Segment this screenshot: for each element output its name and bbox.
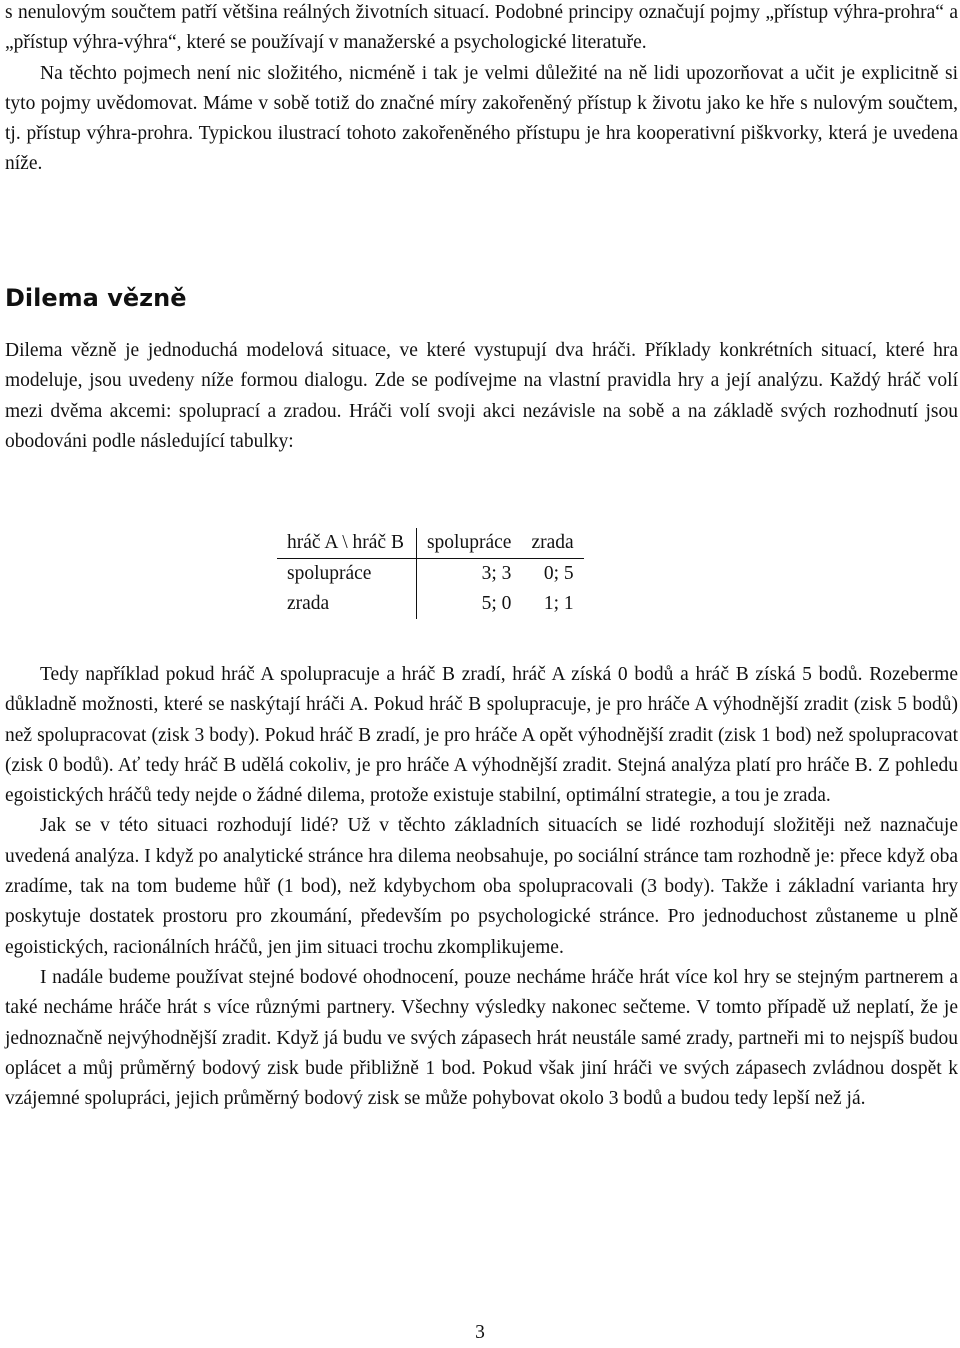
table-cell: 3; 3 (481, 563, 512, 584)
table-row (277, 559, 584, 590)
section-intro (5, 336, 958, 457)
table-row (277, 589, 584, 619)
section-heading: Dilema vězně (5, 284, 187, 312)
intro-paragraph-1: s nenulovým součtem patří většina reálných životních situací. Podobné principy označují pojmy „přístup výhra-prohra“ a „přístup výhra-výhra“, které se používají v manažerské a psychologické literatuře. (5, 2, 958, 54)
payoff-table (277, 528, 584, 619)
intro-paragraph-2: Na těchto pojmech není nic složitého, nicméně i tak je velmi důležité na ně lidi upozorňovat a učit je explicitně si tyto pojmy uvědomovat. Máme v sobě totiž do značné míry zakořeněný přístup k životu jako ke hře s nulovým součtem, tj. přístup výhra-prohra. Typickou ilustrací tohoto zakořeněného přístupu je hra kooperativní piškvorky, která je uvedena níže. (5, 62, 958, 175)
row-label-cooperate: spolupráce (277, 559, 416, 590)
body-paragraph-1: Tedy například pokud hráč A spolupracuje a hráč B zradí, hráč A získá 0 bodů a hráč B získá 5 bodů. Rozeberme důkladně možnosti, které se naskýtají hráči A. Pokud hráč B spolupracuje, je pro hráče A výhodnější zradit (zisk 5 bodů) než spolupracovat (zisk 3 body). Pokud hráč B zradí, je pro hráče A opět výhodnější zradit (zisk 1 bod) než spolupracovat (zisk 0 bodů). Ať tedy hráč B udělá cokoliv, je pro hráče A výhodnější zradit. Stejná analýza platí pro hráče B. Z pohledu egoistických hráčů tedy nejde o žádné dilema, protože existuje stabilní, optimální strategie, a tou je zrada. (5, 664, 958, 807)
body-paragraph-2: Jak se v této situaci rozhodují lidé? Už v těchto základních situacích se lidé rozhodují složitěji než naznačuje uvedená analýza. I když po analytické stránce hra dilema neobsahuje, po sociální stránce tam rozhodně je: přece když oba zradíme, tak na tom budeme hůř (1 bod), než kdybychom oba spolupracovali (3 body). Takže i základní varianta hry poskytuje dostatek prostoru pro zkoumání, především po psychologické stránce. Pro jednoduchost zůstaneme u plně egoistických, racionálních hráčů, jen jim situaci trochu zkomplikujeme. (5, 815, 958, 958)
column-header-defect: zrada (521, 528, 583, 559)
analysis-section (5, 660, 958, 1114)
table-cell: 0; 5 (543, 563, 574, 584)
column-header-cooperate: spolupráce (416, 528, 521, 559)
intro-section (5, 0, 958, 180)
table-header-row (277, 528, 584, 559)
body-paragraph-3: I nadále budeme používat stejné bodové ohodnocení, pouze necháme hráče hrát více kol hry se stejným partnerem a také necháme hráče hrát s více různými partnery. Všechny výsledky nakonec sečteme. V tomto případě už neplatí, že je jednoznačně nejvýhodnější zradit. Když já budu ve svých zápasech hrát neustále samé zrady, partneři mi to nejspíš budou oplácet a můj průměrný bodový zisk bude přibližně 1 bod. Pokud však jiní hráči ve svých zápasech zvládnou dospět k vzájemné spolupráci, jejich průměrný bodový zisk se může pohybovat okolo 3 bodů a budou tedy lepší než já. (5, 966, 958, 1110)
table-cell: 1; 1 (543, 593, 574, 614)
table-corner-label: hráč A \ hráč B (277, 528, 416, 559)
table-cell: 5; 0 (481, 593, 512, 614)
row-label-defect: zrada (277, 589, 416, 619)
payoff-table-container (277, 528, 584, 619)
section-paragraph: Dilema vězně je jednoduchá modelová situace, ve které vystupují dva hráči. Příklady konkrétních situací, které hra modeluje, jsou uvedeny níže formou dialogu. Zde se podívejme na vlastní pravidla hry a její analýzu. Každý hráč volí mezi dvěma akcemi: spoluprací a zradou. Hráči volí svoji akci nezávisle na sobě a na základě svých rozhodnutí jsou obodováni podle následující tabulky: (5, 340, 958, 452)
page-number: 3 (475, 1322, 485, 1343)
